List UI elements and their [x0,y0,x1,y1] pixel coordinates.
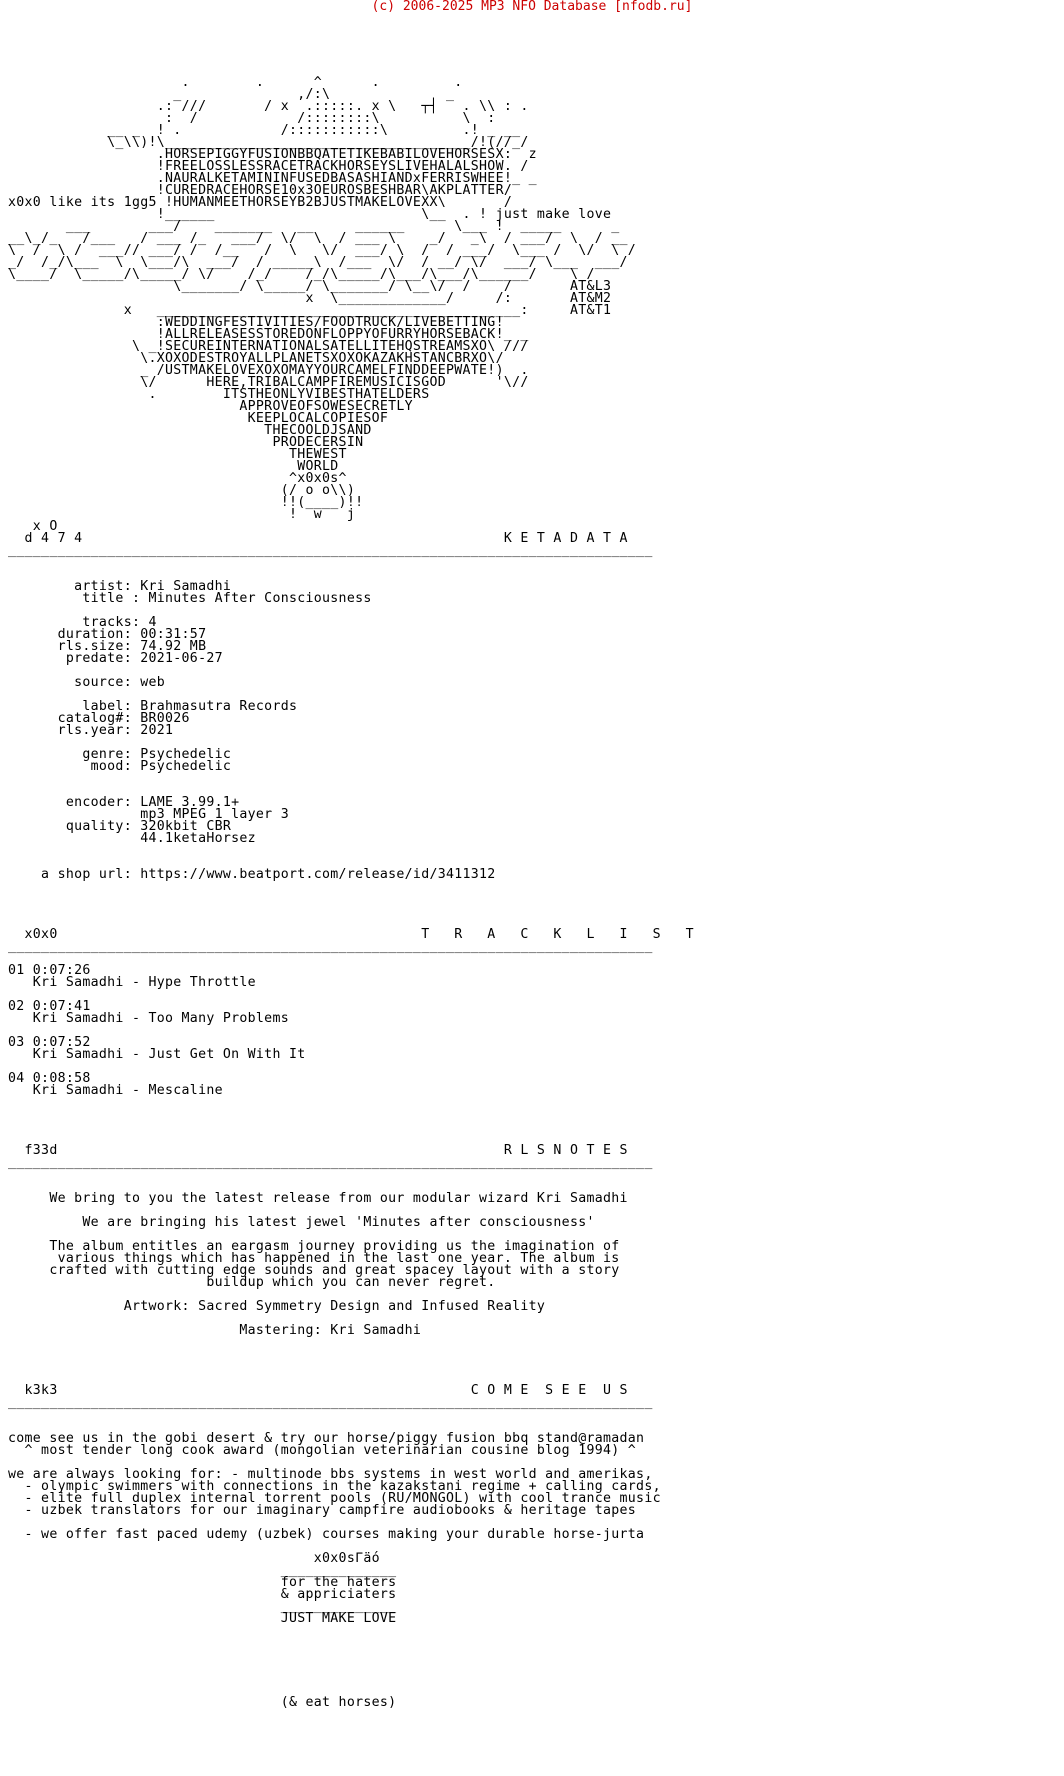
nfo-text-body: . . ^ . . _ ,/:\ _ .: /// / x .:::::. x \ ┬┤ . \\ : . : / /::::::::\ \ : __ _ ! . /:::::::::::\ .! _ __ \_\\)!\_____________________________________/!(//_/ .HORSEPIGGYFUSIONBBQATETIKEBABILOVEHORSESX: z !FREELOSSLESSRACETRACKHORSEYSLIVEHALALSHOW. / .NAURALKETAMININFUSEDBASASHIANDxFERRISWHEE!_ _ !CUREDRACEHORSE10x3OEUROSBESHBAR\AKPLATTER/ x0x0 like its 1gg5 !HUMANMEETHORSEYB2BJUSTMAKELOVEXX\ / !______ \__ . ! just make love ___ ___/ _______ __ ______ \___ ! _____ _ __\_/_ /___ / ___ /_ ___/ \/ \ / ___ \ _/ _\ / ___/ \ / __ \ / \ / ___// ___/ / /__ / \ \/ ___/ \ / / ___/ \___ / \/ \ / _/ /_/\___ \ \___/\ ___/ / _____\ /___ \/ / __/ \/ ___/ \___ ___/ \____/ \_____/\_____/ \/ /_/ /_/\_____/\___/\___/\______/ \_/ \_______/ \_____/ \_______/ \__\/ / / AT&L3 x \_____________/ /: AT&M2 x ____________________________________________: AT&T1 :WEDDINGFESTIVITIES/FOODTRUCK/LIVEBETTING! !ALLRELEASESSTOREDONFLOPPYOFURRYHORSEBACK!_ _ \ _!SECUREINTERNATIONALSATELLITEHQSTREAMSXO\ /// \.XOXODESTROYALLPLANETSXOXOKAZAKHSTANCBRXO\/ _ /USTMAKELOVEXOXOMAYYOURCAMELFINDDEEPWATE!) . \/ HERE,TRIBALCAMPFIREMUSICISGOD '\// . ITSTHEONLYVIBESTHATELDERS APPROVEOFSOWESECRETLY KEEPLOCALCOPIESOF THECOOLDJSAND PRODECERSIN THEWEST WORLD ^x0x0s^ (/ o o\\) !!(____)!! ! w j x O d 4 7 4 K E T A D A T A ______________________________________________________________________________ artist: Kri Samadhi title : Minutes After Consciousness tracks: 4 duration: 00:31:57 rls.size: 74.92 MB predate: 2021-06-27 source: web label: Brahmasutra Records catalog#: BR0026 rls.year: 2021 genre: Psychedelic mood: Psychedelic encoder: LAME 3.99.1+ mp3 MPEG 1 layer 3 quality: 320kbit CBR 44.1ketaHorsez a shop url: https://www.beatport.com/release/id/3411312 x0x0 T R A C K L I S T ______________________________________________________________________________ 01 0:07:26 Kri Samadhi - Hype Throttle 02 0:07:41 Kri Samadhi - Too Many Problems 03 0:07:52 Kri Samadhi - Just Get On With It 04 0:08:58 Kri Samadhi - Mescaline f33d R L S N O T E S ______________________________________________________________________________ We bring to you the latest release from our modular wizard Kri Samadhi We are bringing his latest jewel 'Minutes after consciousness' The album entitles an eargasm journey providing us the imagination of various things which has happened in the last one year. The album is crafted with cutting edge sounds and great spacey layout with a story buildup which you can never regret. Artwork: Sacred Symmetry Design and Infused Reality Mastering: Kri Samadhi k3k3 C O M E S E E U S ______________________________________________________________________________ come see us in the gobi desert & try our horse/piggy fusion bbq stand@ramadan ^ most tender long cook award (mongolian veterinarian cousine blog 1994) ^ we are always looking for: - multinode bbs systems in west world and amerikas, - olympic swimmers with connections in the kazakstani regime + calling cards, - elite full duplex internal torrent pools (RU/MONGOL) with cool trance music - uzbek translators for our imaginary campfire audiobooks & heritage tapes - we offer fast paced udemy (uzbek) courses making your durable horse-jurta x0x0sΓäó ______________ for the haters & appriciaters ______________ JUST MAKE LOVE (& eat horses) [8,75,694,1710]
nfodb-copyright-banner: (c) 2006-2025 MP3 NFO Database [nfodb.ru] [371,0,693,14]
